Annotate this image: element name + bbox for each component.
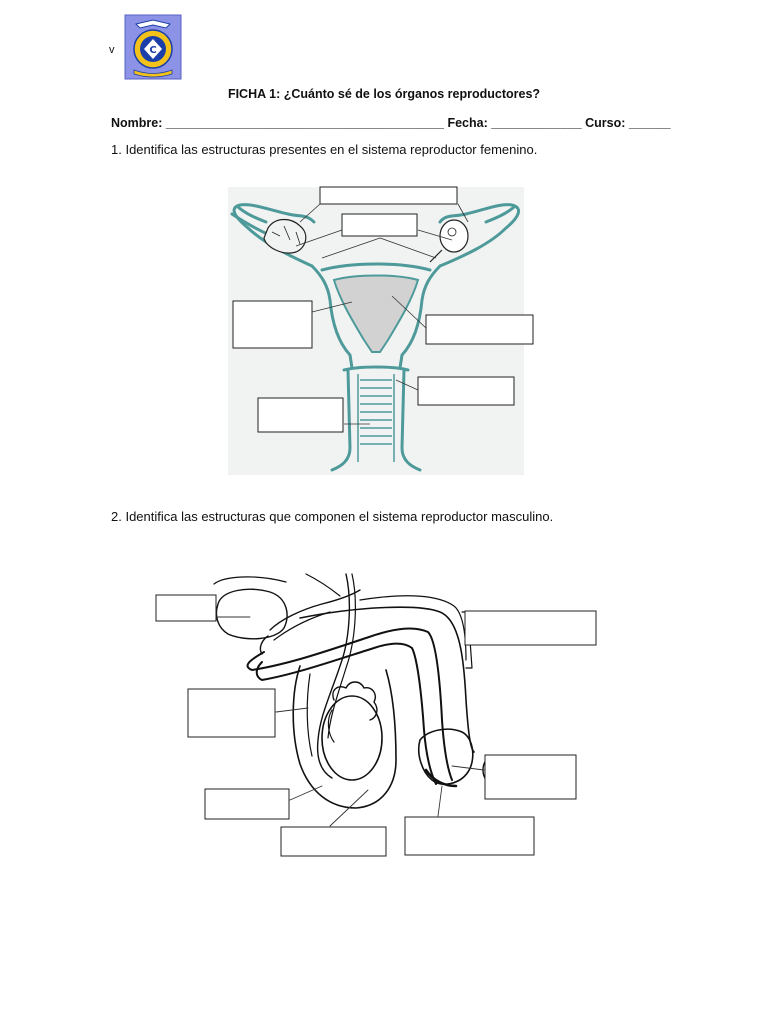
female-label-box-4[interactable]	[426, 315, 533, 344]
nombre-label: Nombre:	[111, 116, 163, 130]
fecha-field[interactable]: _____________	[491, 116, 582, 130]
male-label-box-3[interactable]	[188, 689, 275, 737]
question-1: 1. Identifica las estructuras presentes en el sistema reproductor femenino.	[111, 142, 538, 157]
curso-label: Curso:	[585, 116, 626, 130]
male-label-box-7[interactable]	[281, 827, 386, 856]
male-label-box-2[interactable]	[465, 611, 596, 645]
female-label-box-1[interactable]	[320, 187, 457, 204]
male-label-box-1[interactable]	[156, 595, 216, 621]
question-2: 2. Identifica las estructuras que componen el sistema reproductor masculino.	[111, 509, 554, 524]
male-label-box-4[interactable]	[485, 755, 576, 799]
female-label-box-6[interactable]	[258, 398, 343, 432]
curso-field[interactable]: ______	[628, 116, 671, 130]
fecha-label: Fecha:	[447, 116, 488, 130]
female-label-box-3[interactable]	[233, 301, 312, 348]
svg-text:C: C	[149, 45, 157, 56]
female-reproductive-diagram	[228, 187, 533, 475]
worksheet-title: FICHA 1: ¿Cuánto sé de los órganos reproductores?	[227, 87, 541, 101]
female-label-box-5[interactable]	[418, 377, 514, 405]
male-label-box-6[interactable]	[405, 817, 534, 855]
female-label-box-2[interactable]	[342, 214, 417, 236]
nombre-field[interactable]: ________________________________________	[165, 116, 444, 130]
male-label-box-5[interactable]	[205, 789, 289, 819]
stray-mark: v	[109, 44, 115, 56]
